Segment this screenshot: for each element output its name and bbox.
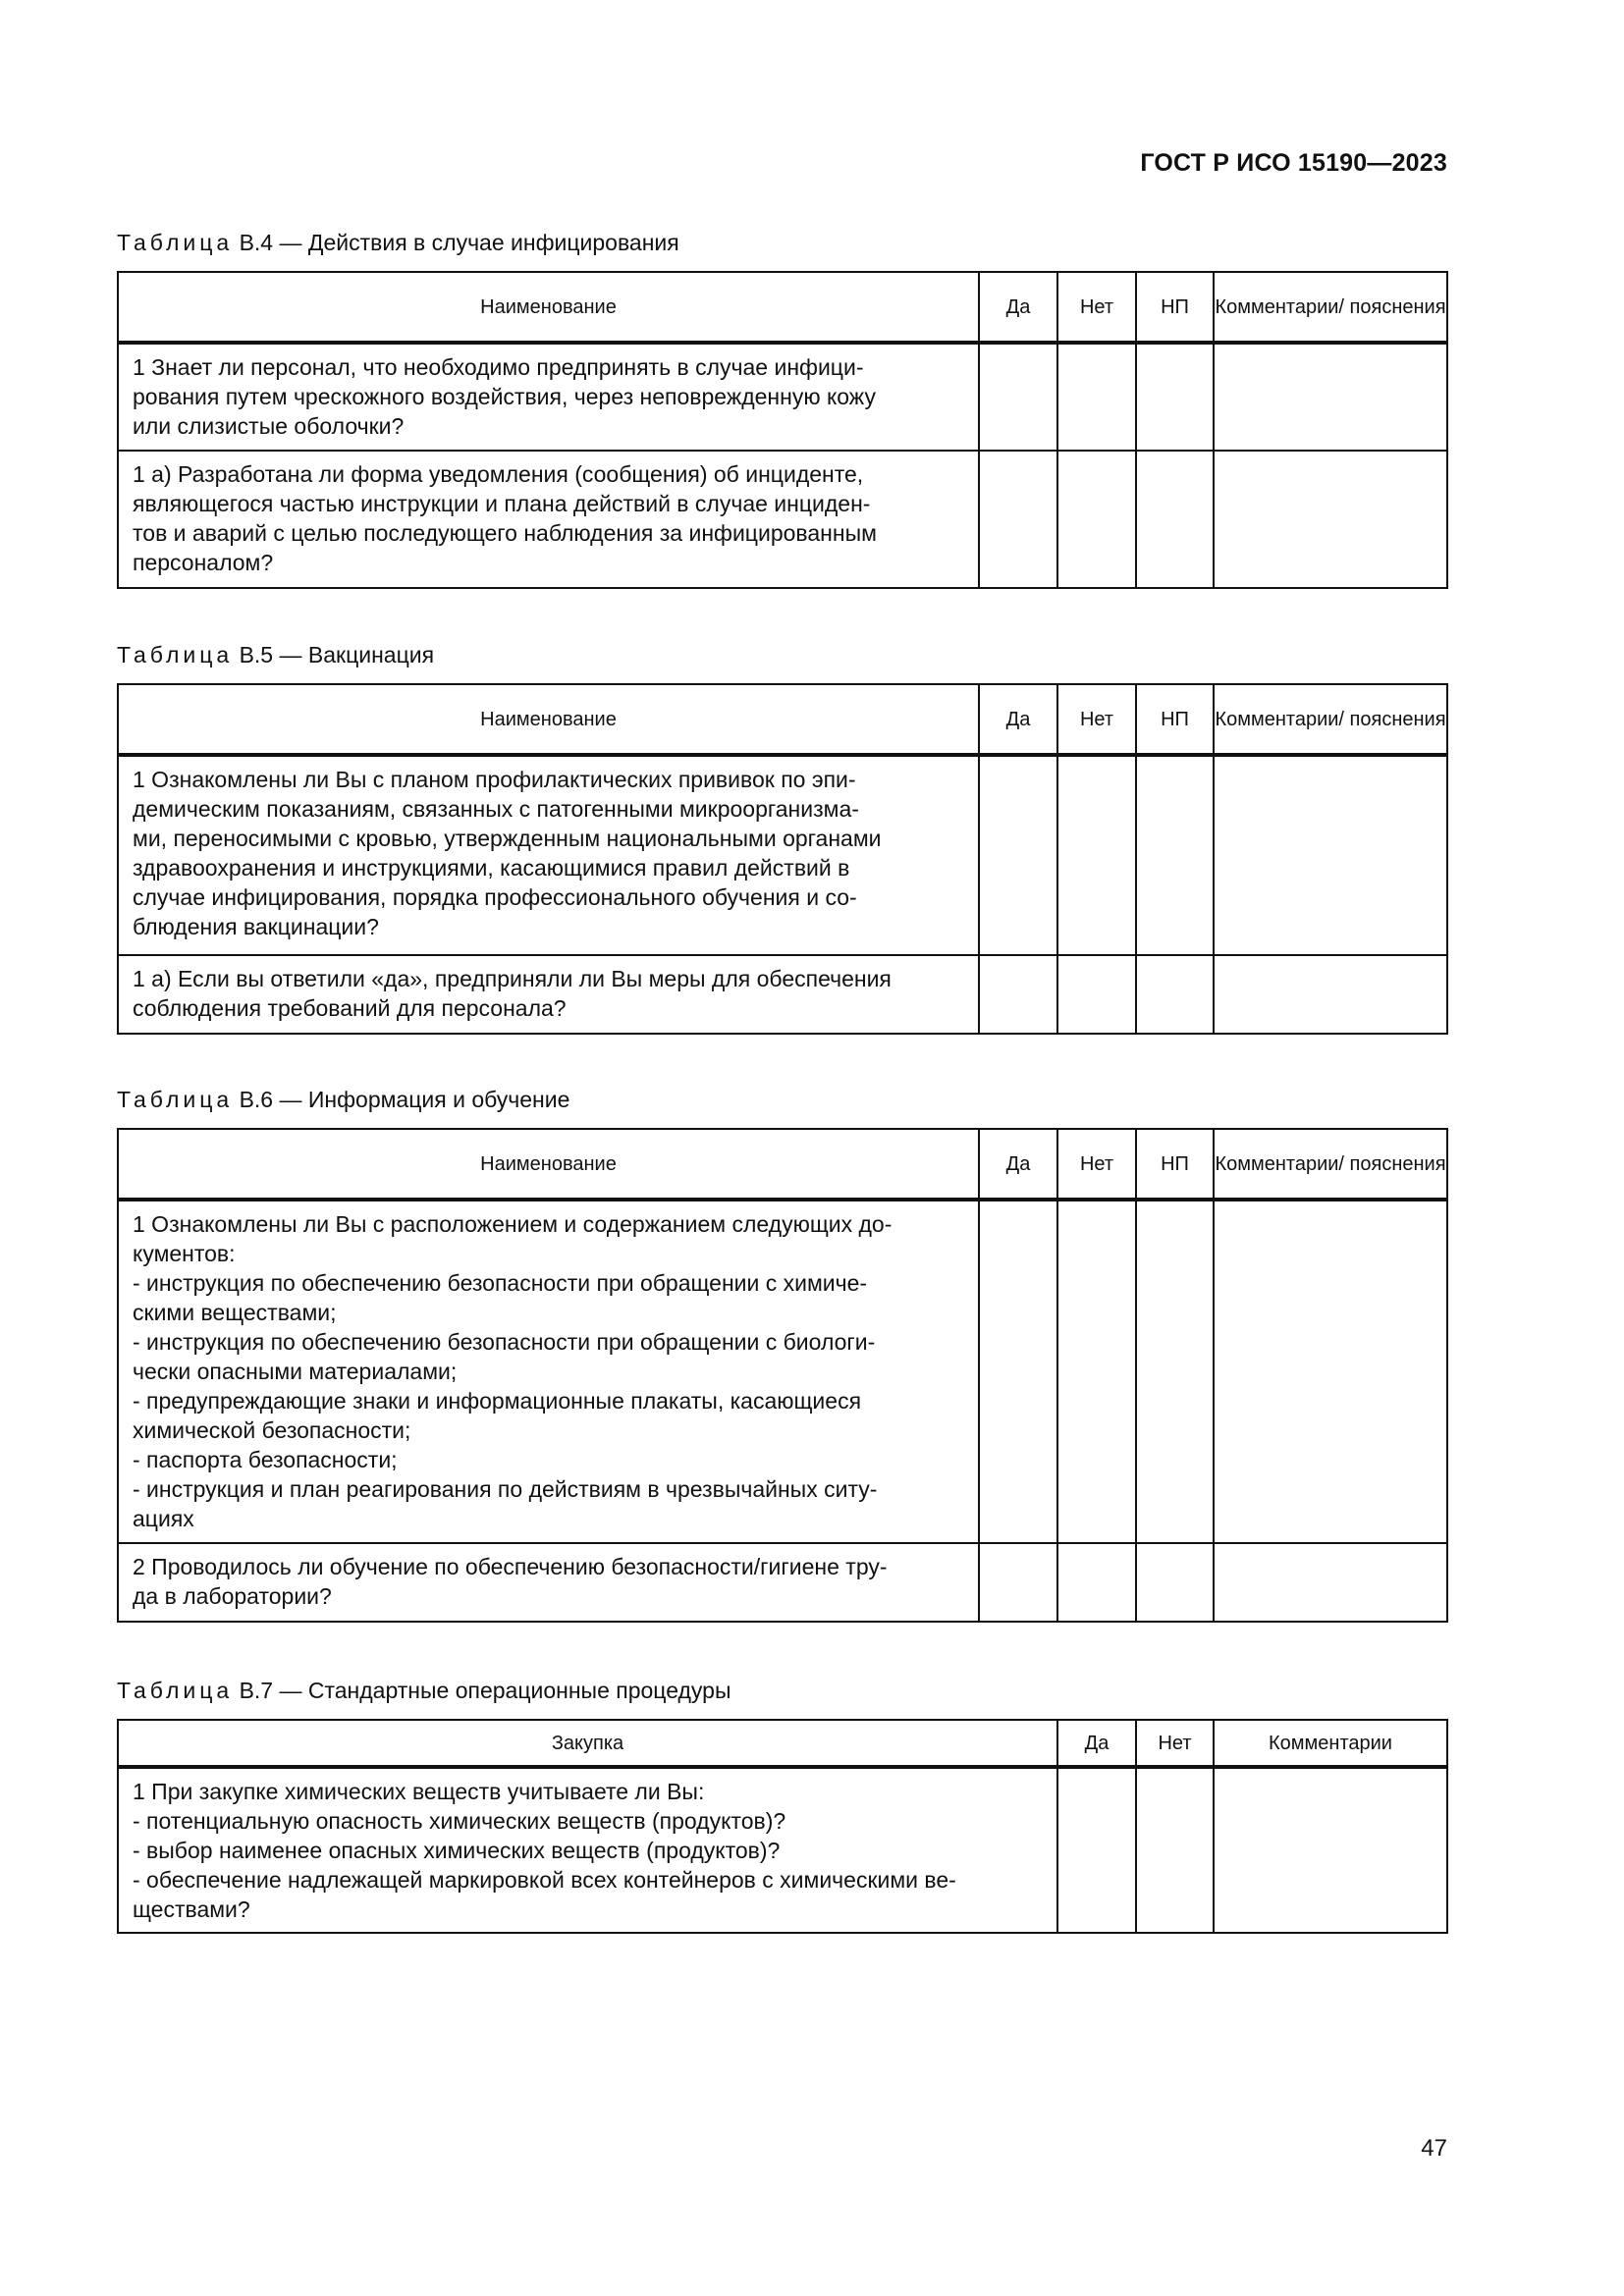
column-header-no: Нет: [1057, 1129, 1136, 1200]
question-line: - паспорта безопасности;: [133, 1447, 398, 1472]
answer-no-cell[interactable]: [1057, 755, 1136, 955]
column-header-no: Нет: [1057, 684, 1136, 755]
table-caption-label: Таблица: [117, 1087, 234, 1112]
question-line: или слизистые оболочки?: [133, 413, 405, 439]
table-row: [118, 1200, 1447, 1543]
question-line: 1 Знает ли персонал, что необходимо предпринять в случае инфици-: [133, 354, 864, 380]
question-line: тов и аварий с целью последующего наблюдения за инфицированным: [133, 520, 877, 546]
question-line: 1 Ознакомлены ли Вы с планом профилактических прививок по эпи-: [133, 767, 856, 792]
question-line: здравоохранения и инструкциями, касающимися правил действий в: [133, 855, 850, 881]
table-caption-title: В.6 — Информация и обучение: [239, 1087, 570, 1112]
answer-na-cell[interactable]: [1136, 1200, 1214, 1543]
column-header-name: Наименование: [118, 1129, 979, 1200]
question-line: персоналом?: [133, 550, 274, 575]
question-line: 1 а) Если вы ответили «да», предприняли ли Вы меры для обеспечения: [133, 966, 892, 991]
question-line: ми, переносимыми с кровью, утвержденным национальными органами: [133, 826, 882, 851]
question-line: ациях: [133, 1506, 194, 1531]
table-row: [118, 755, 1447, 955]
table-caption-b7: [117, 1678, 731, 1704]
table-b5: [117, 683, 1448, 1035]
table-caption-b4: [117, 230, 679, 256]
answer-na-cell[interactable]: [1136, 955, 1214, 1034]
answer-yes-cell[interactable]: [979, 955, 1057, 1034]
comment-cell[interactable]: [1214, 755, 1447, 955]
question-line: соблюдения требований для персонала?: [133, 995, 567, 1021]
column-header-name: Наименование: [118, 684, 979, 755]
answer-no-cell[interactable]: [1057, 451, 1136, 588]
comment-cell[interactable]: [1214, 955, 1447, 1034]
question-line: 2 Проводилось ли обучение по обеспечению безопасности/гигиене тру-: [133, 1554, 888, 1579]
question-line: рования путем чрескожного воздействия, через неповрежденную кожу: [133, 384, 876, 409]
column-header-comments: Комментарии: [1214, 1720, 1447, 1767]
column-header-comments: Комментарии/ пояснения: [1214, 272, 1447, 343]
table-caption-title: В.7 — Стандартные операционные процедуры: [239, 1678, 731, 1703]
comment-cell[interactable]: [1214, 343, 1447, 451]
answer-na-cell[interactable]: [1136, 343, 1214, 451]
question-line: - инструкция по обеспечению безопасности при обращении с химиче-: [133, 1270, 868, 1296]
answer-no-cell[interactable]: [1057, 955, 1136, 1034]
column-header-name: Наименование: [118, 272, 979, 343]
question-line: - инструкция и план реагирования по действиям в чрезвычайных ситу-: [133, 1476, 878, 1502]
answer-yes-cell[interactable]: [979, 1200, 1057, 1543]
column-header-yes: Да: [1057, 1720, 1136, 1767]
question-cell: [118, 755, 979, 955]
question-line: да в лаборатории?: [133, 1583, 332, 1609]
table-caption-title: В.5 — Вакцинация: [239, 642, 435, 667]
column-header-yes: Да: [979, 272, 1057, 343]
answer-no-cell[interactable]: [1057, 1543, 1136, 1622]
question-line: 1 Ознакомлены ли Вы с расположением и содержанием следующих до-: [133, 1211, 893, 1237]
column-header-yes: Да: [979, 684, 1057, 755]
column-header-comments: Комментарии/ пояснения: [1214, 1129, 1447, 1200]
question-line: 1 При закупке химических веществ учитываете ли Вы:: [133, 1779, 705, 1804]
column-header-comments: Комментарии/ пояснения: [1214, 684, 1447, 755]
question-line: чески опасными материалами;: [133, 1359, 458, 1384]
answer-yes-cell[interactable]: [979, 343, 1057, 451]
question-line: - инструкция по обеспечению безопасности при обращении с биологи-: [133, 1329, 876, 1355]
question-line: 1 а) Разработана ли форма уведомления (сообщения) об инциденте,: [133, 461, 864, 487]
column-header-na: НП: [1136, 1129, 1214, 1200]
comment-cell[interactable]: [1214, 1767, 1447, 1933]
answer-yes-cell[interactable]: [979, 1543, 1057, 1622]
question-line: случае инфицирования, порядка профессионального обучения и со-: [133, 884, 857, 910]
question-cell: [118, 1767, 1057, 1933]
comment-cell[interactable]: [1214, 1200, 1447, 1543]
answer-na-cell[interactable]: [1136, 1543, 1214, 1622]
question-line: ществами?: [133, 1896, 250, 1922]
column-header-no: Нет: [1057, 272, 1136, 343]
question-line: - предупреждающие знаки и информационные плакаты, касающиеся: [133, 1388, 862, 1414]
question-cell: [118, 451, 979, 588]
document-id-header: ГОСТ Р ИСО 15190—2023: [1140, 149, 1447, 177]
question-line: блюдения вакцинации?: [133, 914, 379, 939]
answer-na-cell[interactable]: [1136, 755, 1214, 955]
column-header-yes: Да: [979, 1129, 1057, 1200]
table-caption-label: Таблица: [117, 230, 234, 255]
comment-cell[interactable]: [1214, 451, 1447, 588]
answer-yes-cell[interactable]: [1057, 1767, 1136, 1933]
answer-no-cell[interactable]: [1057, 343, 1136, 451]
table-caption-label: Таблица: [117, 1678, 234, 1703]
table-row: [118, 343, 1447, 451]
table-caption-label: Таблица: [117, 642, 234, 667]
question-line: скими веществами;: [133, 1300, 337, 1325]
answer-no-cell[interactable]: [1136, 1767, 1214, 1933]
question-line: кументов:: [133, 1241, 236, 1266]
table-row: [118, 955, 1447, 1034]
question-line: химической безопасности;: [133, 1417, 411, 1443]
answer-yes-cell[interactable]: [979, 451, 1057, 588]
column-header-na: НП: [1136, 684, 1214, 755]
question-cell: [118, 955, 979, 1034]
table-row: [118, 1543, 1447, 1622]
question-line: - потенциальную опасность химических веществ (продуктов)?: [133, 1808, 786, 1834]
question-cell: [118, 1200, 979, 1543]
question-cell: [118, 1543, 979, 1622]
comment-cell[interactable]: [1214, 1543, 1447, 1622]
question-line: - обеспечение надлежащей маркировкой всех контейнеров с химическими ве-: [133, 1867, 956, 1893]
table-b7: [117, 1719, 1448, 1934]
table-row: [118, 1767, 1447, 1933]
question-line: являющегося частью инструкции и плана действий в случае инциден-: [133, 491, 871, 516]
answer-no-cell[interactable]: [1057, 1200, 1136, 1543]
table-caption-b5: [117, 642, 434, 668]
table-row: [118, 451, 1447, 588]
column-header-purchase: Закупка: [118, 1720, 1057, 1767]
answer-na-cell[interactable]: [1136, 451, 1214, 588]
table-caption-title: В.4 — Действия в случае инфицирования: [239, 230, 679, 255]
answer-yes-cell[interactable]: [979, 755, 1057, 955]
column-header-na: НП: [1136, 272, 1214, 343]
question-cell: [118, 343, 979, 451]
question-line: - выбор наименее опасных химических веществ (продуктов)?: [133, 1838, 781, 1863]
table-b4: [117, 271, 1448, 589]
table-caption-b6: [117, 1087, 569, 1113]
question-line: демическим показаниям, связанных с патогенными микроорганизма-: [133, 796, 859, 822]
table-b6: [117, 1128, 1448, 1623]
page-number: 47: [1421, 2135, 1447, 2162]
column-header-no: Нет: [1136, 1720, 1214, 1767]
